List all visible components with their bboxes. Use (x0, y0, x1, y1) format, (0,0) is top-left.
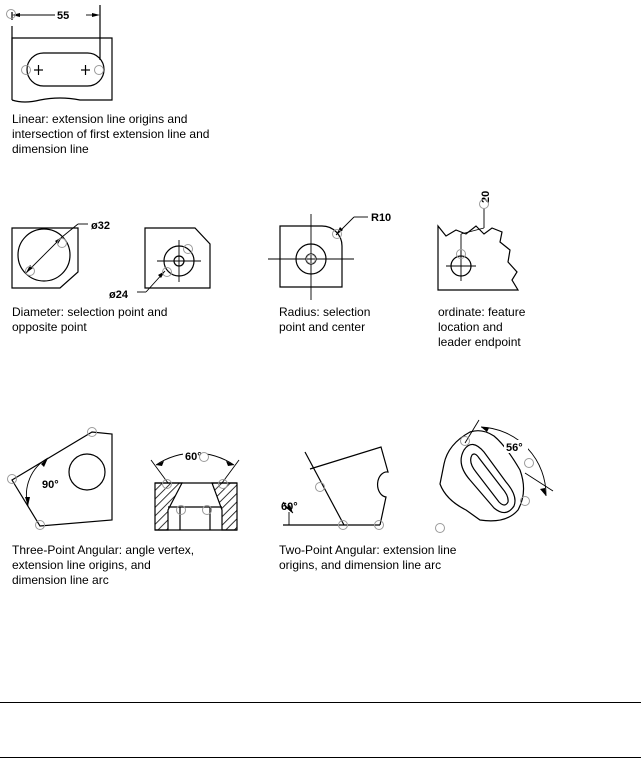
grip-point (58, 239, 67, 248)
grip-point (95, 66, 104, 75)
caption-line: leader endpoint (438, 335, 521, 349)
diameter-dimension-drawing (12, 220, 210, 301)
three-point-angle-text-2: 60° (185, 451, 202, 463)
top-divider (0, 702, 641, 703)
two-point-angle-text-2: 56° (506, 442, 523, 454)
caption-line: Three-Point Angular: angle vertex, (12, 543, 195, 557)
radius-dimension-text: R10 (371, 212, 392, 224)
caption-line: Diameter: selection point and (12, 305, 168, 319)
caption-line: extension line origins, and (12, 558, 151, 572)
caption-line: origins, and dimension line arc (279, 558, 442, 572)
three-point-angle-text-1: 90° (42, 479, 59, 491)
two-point-angular-drawing (281, 420, 553, 533)
two-point-angle-text-1: 60° (281, 501, 298, 513)
caption-line: Radius: selection (279, 305, 371, 319)
grip-point (8, 475, 17, 484)
caption-line: intersection of first extension line and (12, 127, 210, 141)
three-point-angular-drawing (8, 428, 240, 531)
grip-point (461, 437, 470, 446)
two-point-angular-caption (279, 543, 456, 573)
ordinate-dimension-text: 20 (480, 190, 492, 203)
diameter-dimension-text-2: ø24 (109, 289, 128, 301)
diameter-caption (12, 305, 167, 335)
radius-dimension-drawing (268, 212, 391, 300)
radius-caption (279, 305, 370, 335)
three-point-angular-caption (12, 543, 194, 588)
caption-line: dimension line arc (12, 573, 109, 587)
grip-point (525, 459, 534, 468)
caption-line: ordinate: feature (438, 305, 526, 319)
caption-line: Two-Point Angular: extension line (279, 543, 457, 557)
caption-line: point and center (279, 320, 366, 334)
linear-caption (12, 112, 209, 157)
caption-line: Linear: extension line origins and (12, 112, 188, 126)
ordinate-caption (438, 305, 525, 350)
caption-line: location and (438, 320, 503, 334)
linear-dimension-text: 55 (57, 10, 70, 22)
grip-point (7, 10, 16, 19)
grip-point (436, 524, 445, 533)
linear-dimension-drawing (7, 5, 113, 102)
grip-point (22, 66, 31, 75)
caption-line: dimension line (12, 142, 89, 156)
ordinate-dimension-drawing (438, 191, 518, 290)
caption-line: opposite point (12, 320, 87, 334)
diameter-dimension-text-1: ø32 (91, 220, 110, 232)
